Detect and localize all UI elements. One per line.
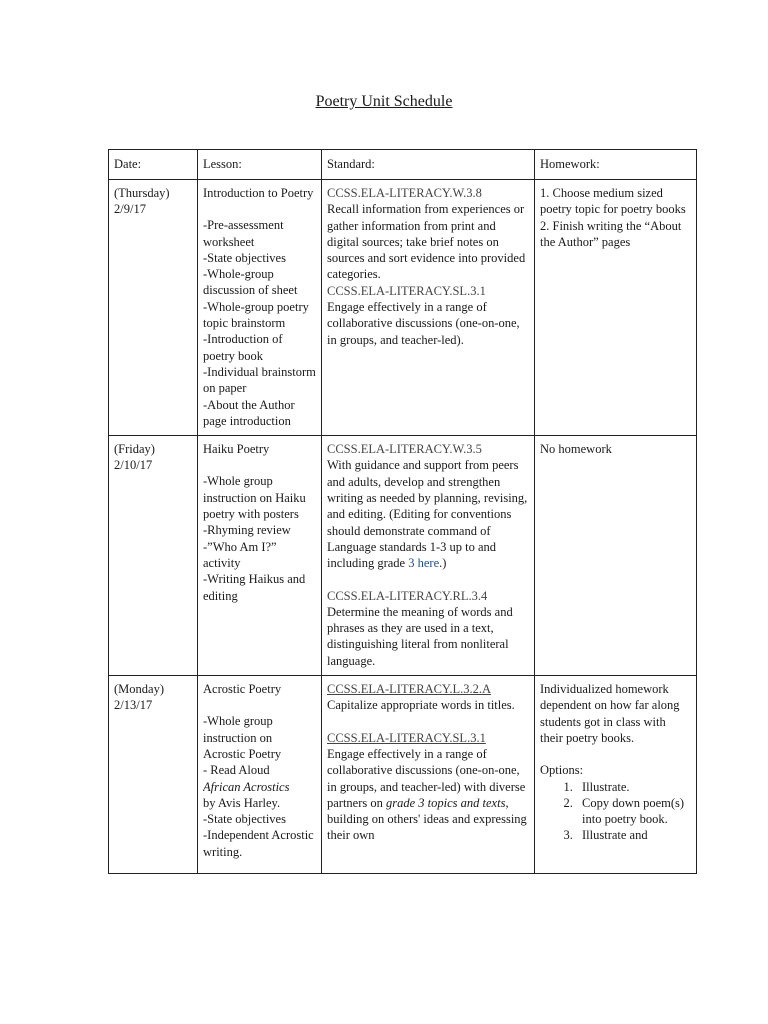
lesson-item: -About the Author page introduction: [203, 397, 295, 428]
lesson-item: -Whole-group poetry topic brainstorm: [203, 299, 309, 331]
lesson-item: -Rhyming review: [203, 523, 291, 538]
day-label: (Monday): [114, 682, 164, 697]
standard-code: CCSS.ELA-LITERACY.SL.3.1: [327, 730, 486, 745]
date-cell: [109, 436, 198, 676]
lesson-item: -”Who Am I?” activity: [203, 539, 277, 570]
standard-code: CCSS.ELA-LITERACY.W.3.8: [327, 186, 482, 200]
standard-text: Determine the meaning of words and phrases as they are used in a text, distinguishing literal from nonliteral language.: [327, 604, 513, 668]
date-label: 2/10/17: [114, 458, 153, 473]
lesson-item: -Writing Haikus and editing: [203, 572, 306, 603]
standard-code: CCSS.ELA-LITERACY.W.3.5: [327, 442, 482, 457]
standard-cell: [322, 676, 535, 874]
option-item: 2. Copy down poem(s) into poetry book.: [576, 795, 691, 828]
table-row: [109, 436, 697, 676]
book-title: African Acrostics: [203, 779, 290, 794]
homework-cell: [535, 180, 697, 436]
options-label: Options:: [540, 763, 584, 778]
header-homework: Homework:: [535, 150, 697, 180]
standard-code: CCSS.ELA-LITERACY.SL.3.1: [327, 283, 486, 298]
lesson-cell: [198, 436, 322, 676]
homework-cell: [535, 436, 697, 676]
standard-text-italic: grade 3 topics and texts: [386, 795, 506, 810]
standard-text-part: Engage effectively in a range of collaborative discussions (one-on-one, in groups, and teacher-led) with diverse partners on: [327, 746, 526, 810]
date-label: 2/9/17: [114, 202, 146, 217]
standard-text: Engage effectively in a range of collaborative discussions (one-on-one, in groups, and teacher-led).: [327, 300, 520, 347]
day-label: (Thursday): [114, 186, 170, 200]
lesson-item: -Pre-assessment worksheet: [203, 218, 284, 249]
book-author: by Avis Harley.: [203, 795, 281, 810]
date-label: 2/13/17: [114, 698, 153, 713]
header-standard: Standard:: [322, 150, 535, 180]
header-date: Date:: [109, 150, 198, 180]
option-item: 1. Illustrate.: [576, 779, 691, 795]
page-title: Poetry Unit Schedule: [315, 93, 453, 110]
lesson-item: -Introduction of poetry book: [203, 332, 283, 363]
lesson-item: -Whole-group discussion of sheet: [203, 267, 298, 298]
standard-code: CCSS.ELA-LITERACY.RL.3.4: [327, 588, 488, 603]
table-header-row: [109, 150, 697, 180]
schedule-table: [108, 149, 697, 874]
date-cell: [109, 180, 198, 436]
standard-text-part: , building on others' ideas and expressing their own: [327, 795, 527, 843]
standard-cell: [322, 180, 535, 436]
standard-code: CCSS.ELA-LITERACY.L.3.2.A: [327, 682, 492, 697]
grade-3-link[interactable]: 3 here: [408, 556, 440, 571]
lesson-item: - Read Aloud: [203, 763, 270, 778]
table-row: [109, 676, 697, 874]
lesson-item: -Individual brainstorm on paper: [203, 364, 316, 396]
lesson-title: Introduction to Poetry: [203, 186, 314, 200]
standard-text: [327, 457, 529, 571]
standard-text-part: With guidance and support from peers and adults, develop and strengthen writing as needed by planning, revising, and editing. (Editing for conventions should demonstrate command of Language standards 1-3 up to and including grade: [327, 458, 528, 571]
lesson-item: -Whole group instruction on Haiku poetry with posters: [203, 474, 306, 522]
lesson-cell: [198, 676, 322, 874]
lesson-item: -Independent Acrostic writing.: [203, 828, 314, 859]
standard-text-part: .): [439, 556, 447, 571]
date-cell: [109, 676, 198, 874]
option-item: 3. Illustrate and: [576, 827, 691, 843]
options-list: [540, 779, 691, 844]
homework-intro: Individualized homework dependent on how far along students got in class with their poetry books.: [540, 682, 680, 745]
lesson-item: -State objectives: [203, 250, 286, 265]
homework-item: 2. Finish writing the “About the Author” pages: [540, 218, 682, 249]
homework-cell: [535, 676, 697, 874]
lesson-item: -Whole group instruction on Acrostic Poetry: [203, 714, 282, 761]
standard-text: Recall information from experiences or gather information from print and digital sources; take brief notes on sources and sort evidence into provided categories.: [327, 202, 526, 282]
homework-item: 1. Choose medium sized poetry topic for poetry books: [540, 186, 686, 217]
homework-item: No homework: [540, 442, 612, 457]
standard-text: [327, 746, 529, 844]
day-label: (Friday): [114, 442, 155, 457]
lesson-item: -State objectives: [203, 812, 286, 827]
standard-text: Capitalize appropriate words in titles.: [327, 698, 515, 713]
standard-cell: [322, 436, 535, 676]
lesson-title: Acrostic Poetry: [203, 682, 282, 697]
lesson-title: Haiku Poetry: [203, 442, 270, 457]
header-lesson: Lesson:: [198, 150, 322, 180]
table-row: [109, 180, 697, 436]
lesson-cell: [198, 180, 322, 436]
